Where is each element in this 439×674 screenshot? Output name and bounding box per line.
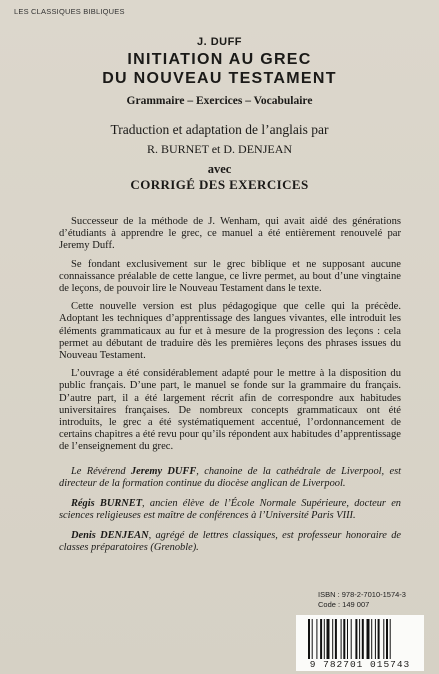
bio-name: Régis BURNET [71,498,143,509]
translators: R. BURNET et D. DENJEAN [146,142,293,156]
series-label: LES CLASSIQUES BIBLIQUES [14,7,125,16]
author-bios [59,466,401,562]
translation-credit: Traduction et adaptation de l’anglais par [110,122,329,137]
isbn-block [318,590,406,610]
book-title-line-1: INITIATION AU GREC [127,51,312,68]
bio-text: , ancien élève de l’École Normale Supérieure, docteur en sciences religieuses est maître de conférences à l’Université Paris VIII. [59,498,401,521]
with-label: avec [207,162,232,176]
isbn: ISBN : 978-2-7010-1574-3 [318,590,406,599]
blurb-paragraph: Cette nouvelle version est plus pédagogique que celle qui la précède. Adoptant les techniques d’apprentissage des langues vivantes, elle introduit les éléments grammaticaux au fur et à mesure de la progression des leçons : cela permet au débutant de traduire dès les premières leçons des phrases issues du Nouveau Testament. [59,301,401,362]
bio-name: Jeremy DUFF [130,466,197,477]
bio-text: , chanoine de la cathédrale de Liverpool, est directeur de la formation continue du diocèse anglican de Liverpool. [59,466,402,489]
blurb-paragraph: Se fondant exclusivement sur le grec biblique et ne supposant aucune connaissance préalable de cette langue, ce livre permet, au bout d’une vingtaine de leçons, de pouvoir lire le Nouveau Testament dans le texte. [59,258,401,295]
blurb [59,216,401,460]
barcode-digits: 9 782701 015743 [309,659,411,670]
bio-prefix: Le Révérend [71,466,131,477]
book-title-line-2: DU NOUVEAU TESTAMENT [102,70,337,87]
bio-duff [59,466,401,490]
barcode-bars-icon [308,619,412,659]
bio-burnet [59,498,401,522]
bio-denjean [59,530,401,554]
bio-text: , agrégé de lettres classiques, est professeur honoraire de classes préparatoires (Grenoble). [59,530,402,553]
book-subtitle: Grammaire – Exercices – Vocabulaire [126,95,313,107]
product-code: Code : 149 007 [318,600,370,609]
blurb-paragraph: L’ouvrage a été considérablement adapté pour le mettre à la disposition du public français. D’une part, le manuel se fonde sur la grammaire du français. D’autre part, il a été largement récrit afin de correspondre aux habitudes universitaires françaises. De nombreux concepts grammaticaux ont été introduits, le grec a été systématiquement accentué, l’ordonnancement de certains chapitres a été revu pour qu’ils répondent aux habitudes d’apprentissage de l’enseignement du grec. [59,368,401,453]
bio-name: Denis DENJEAN [71,530,149,541]
blurb-paragraph: Successeur de la méthode de J. Wenham, qui avait aidé des générations d’étudiants à apprendre le grec, ce manuel a été entièrement renouvelé par Jeremy Duff. [59,216,401,252]
barcode [296,615,424,671]
author-name: J. DUFF [196,36,243,48]
corrige-label: CORRIGÉ DES EXERCICES [130,177,309,192]
